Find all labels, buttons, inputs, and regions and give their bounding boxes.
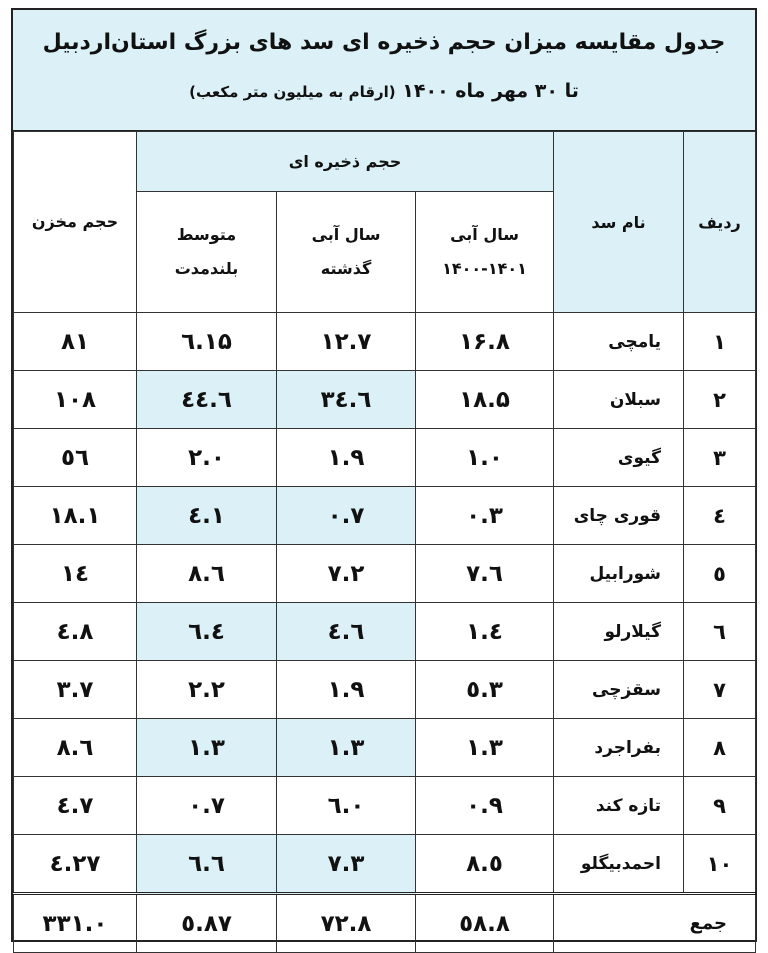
previous-year-value: ۷.۳ [277, 835, 416, 894]
row-number: ۱۰ [684, 835, 756, 894]
reservoir-volume-value: ۸۱ [14, 313, 137, 371]
previous-year-value: ۰.۷ [277, 487, 416, 545]
header-water-year-current-line1: سال آبی [450, 224, 519, 244]
previous-year-value: ۷.۲ [277, 545, 416, 603]
current-year-value: ۰.۳ [416, 487, 554, 545]
table-row [14, 603, 756, 661]
table-row [14, 661, 756, 719]
current-year-value: ۱۸.۵ [416, 371, 554, 429]
long-term-average-value: ٦.٦ [137, 835, 277, 894]
total-long-term-average: ۸۷.٥ [137, 894, 277, 953]
dam-name: شورابیل [554, 545, 684, 603]
table-title: جدول مقایسه میزان حجم ذخیره ای سد های بزرگ استان‌اردبیل [42, 30, 726, 55]
row-number: ۲ [684, 371, 756, 429]
table-row [14, 487, 756, 545]
long-term-average-value: ۱.٤ [137, 487, 277, 545]
long-term-average-value: ۲.۰ [137, 429, 277, 487]
dam-name: قوری چای [554, 487, 684, 545]
reservoir-volume-value: ۱۰۸ [14, 371, 137, 429]
row-number: ۳ [684, 429, 756, 487]
header-dam-name: نام سد [554, 132, 684, 313]
header-water-year-previous [277, 191, 416, 312]
previous-year-value: ۱۲.۷ [277, 313, 416, 371]
total-row [14, 894, 756, 953]
header-water-year-current [416, 191, 554, 312]
row-number: ۸ [684, 719, 756, 777]
current-year-value: ٤.۱ [416, 603, 554, 661]
header-water-year-current-line2: ۱۴۰۰-۱۴۰۱ [442, 258, 527, 278]
row-number: ٦ [684, 603, 756, 661]
reservoir-volume-value: ۸.٤ [14, 603, 137, 661]
table-row [14, 777, 756, 835]
reservoir-volume-value: ۳.۷ [14, 661, 137, 719]
previous-year-value: ۱.۹ [277, 661, 416, 719]
table-row [14, 719, 756, 777]
long-term-average-value: ۱۵.٦ [137, 313, 277, 371]
row-number: ٥ [684, 545, 756, 603]
reservoir-volume-value: ۱۸.۱ [14, 487, 137, 545]
dam-name: تازه کند [554, 777, 684, 835]
header-water-year-previous-line2: گذشته [320, 258, 372, 278]
long-term-average-value: ۱.۳ [137, 719, 277, 777]
reservoir-volume-value: ٥٦ [14, 429, 137, 487]
previous-year-value: ۰.٦ [277, 777, 416, 835]
table-row [14, 545, 756, 603]
reservoir-volume-value: ۲۷.٤ [14, 835, 137, 894]
dam-storage-table [13, 131, 756, 953]
header-storage-volume: حجم ذخیره ای [137, 132, 554, 192]
current-year-value: ٥.۸ [416, 835, 554, 894]
long-term-average-value: ٦.۸ [137, 545, 277, 603]
reservoir-volume-value: ٦.۸ [14, 719, 137, 777]
dam-name: یامچی [554, 313, 684, 371]
long-term-average-value: ٦.٤ [137, 603, 277, 661]
previous-year-value: ۳٤.٦ [277, 371, 416, 429]
header-long-term-average [137, 191, 277, 312]
dam-name: سبلان [554, 371, 684, 429]
long-term-average-value: ٤٤.٦ [137, 371, 277, 429]
row-number: ۷ [684, 661, 756, 719]
header-long-term-average-line1: متوسط [176, 224, 237, 244]
table-frame [11, 8, 757, 942]
table-row [14, 371, 756, 429]
current-year-value: ۱۶.۸ [416, 313, 554, 371]
current-year-value: ۰.۹ [416, 777, 554, 835]
table-row [14, 835, 756, 894]
dam-name: گیلارلو [554, 603, 684, 661]
current-year-value: ۱.۳ [416, 719, 554, 777]
dam-name: بفراجرد [554, 719, 684, 777]
header-reservoir-volume: حجم مخزن [14, 132, 137, 313]
previous-year-value: ۱.۹ [277, 429, 416, 487]
table-subtitle [13, 80, 755, 102]
reservoir-volume-value: ۷.٤ [14, 777, 137, 835]
total-current-year: ٥۸.۸ [416, 894, 554, 953]
total-reservoir-volume: ۳۳۱.۰ [14, 894, 137, 953]
header-long-term-average-line2: بلندمدت [174, 258, 239, 278]
dam-name: سقزچی [554, 661, 684, 719]
subtitle-date: تا ۳۰ مهر ماه ۱۴۰۰ [402, 80, 579, 102]
long-term-average-value: ۲.۲ [137, 661, 277, 719]
row-number: ٤ [684, 487, 756, 545]
total-previous-year: ۷۲.۸ [277, 894, 416, 953]
total-label: جمع [554, 894, 756, 953]
current-year-value: ۳.٥ [416, 661, 554, 719]
table-row [14, 313, 756, 371]
subtitle-unit-note: (ارقام به میلیون متر مکعب) [189, 83, 396, 101]
current-year-value: ٦.۷ [416, 545, 554, 603]
header-water-year-previous-line1: سال آبی [311, 224, 381, 244]
previous-year-value: ٤.٦ [277, 603, 416, 661]
dam-name: گیوی [554, 429, 684, 487]
current-year-value: ۱.۰ [416, 429, 554, 487]
reservoir-volume-value: ۱٤ [14, 545, 137, 603]
long-term-average-value: ۰.۷ [137, 777, 277, 835]
row-number: ۱ [684, 313, 756, 371]
previous-year-value: ۱.۳ [277, 719, 416, 777]
row-number: ۹ [684, 777, 756, 835]
header-row-no: ردیف [684, 132, 756, 313]
table-row [14, 429, 756, 487]
dam-name: احمدبیگلو [554, 835, 684, 894]
title-box [13, 10, 755, 132]
